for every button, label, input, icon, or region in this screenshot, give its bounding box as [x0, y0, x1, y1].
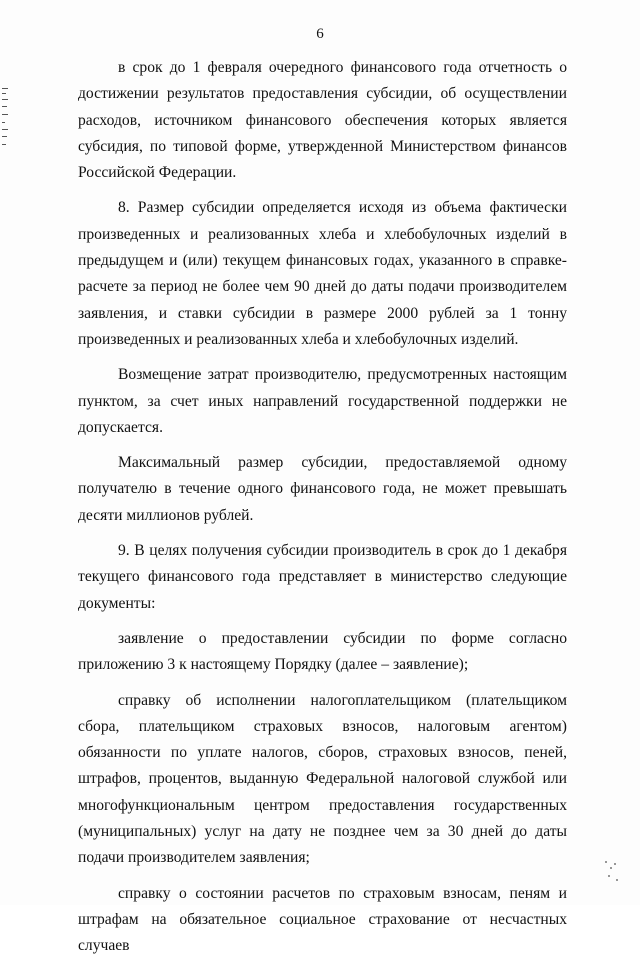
scan-margin-artifact [2, 84, 10, 154]
paragraph-8-subsidy-size: 8. Размер субсидии определяется исходя из объема фактически произведенных и реализованных хлеба и хлебобулочных изделий в предыдущем и (или) текущем финансовых годах, указанного в справке-расчете за период не более чем 90 дней до даты подачи производителем заявления, и ставки субсидии в размере 2000 рублей за 1 тонну произведенных и реализованных хлеба и хлебобулочных изделий. [78, 199, 567, 348]
paragraph-tax-certificate: справку об исполнении налогоплательщиком (плательщиком сбора, плательщиком страховых взносов, налоговым агентом) обязанности по уплате налогов, сборов, страховых взносов, пеней, штрафов, процентов, выданную Федеральной налоговой службой или многофункциональным центром предоставления государственных (муниципальных) услуг на дату не позднее чем за 30 дней до даты подачи производителем заявления; [78, 691, 567, 867]
paragraph-cost-reimbursement: Возмещение затрат производителю, предусмотренных настоящим пунктом, за счет иных направлений государственной поддержки не допускается. [78, 366, 567, 436]
paragraph-9-documents: 9. В целях получения субсидии производитель в срок до 1 декабря текущего финансового года представляет в министерство следующие документы: [78, 542, 567, 612]
page-number: 6 [316, 26, 324, 42]
scan-corner-artifact [602, 857, 622, 887]
paragraph-application: заявление о предоставлении субсидии по форме согласно приложению 3 к настоящему Порядку (далее – заявление); [78, 629, 567, 674]
paragraph-reporting: в срок до 1 февраля очередного финансового года отчетность о достижении результатов предоставления субсидии, об осуществлении расходов, источником финансового обеспечения которых является субсидия, по типовой форме, утвержденной Министерством финансов Российской Федерации. [78, 59, 567, 182]
document-body [78, 55, 567, 969]
paragraph-insurance-certificate: справку о состоянии расчетов по страховым взносам, пеням и штрафам на обязательное социальное страхование от несчастных случаев [78, 884, 567, 955]
paragraph-max-subsidy: Максимальный размер субсидии, предоставляемой одному получателю в течение одного финансового года, не может превышать десяти миллионов рублей. [78, 454, 567, 524]
